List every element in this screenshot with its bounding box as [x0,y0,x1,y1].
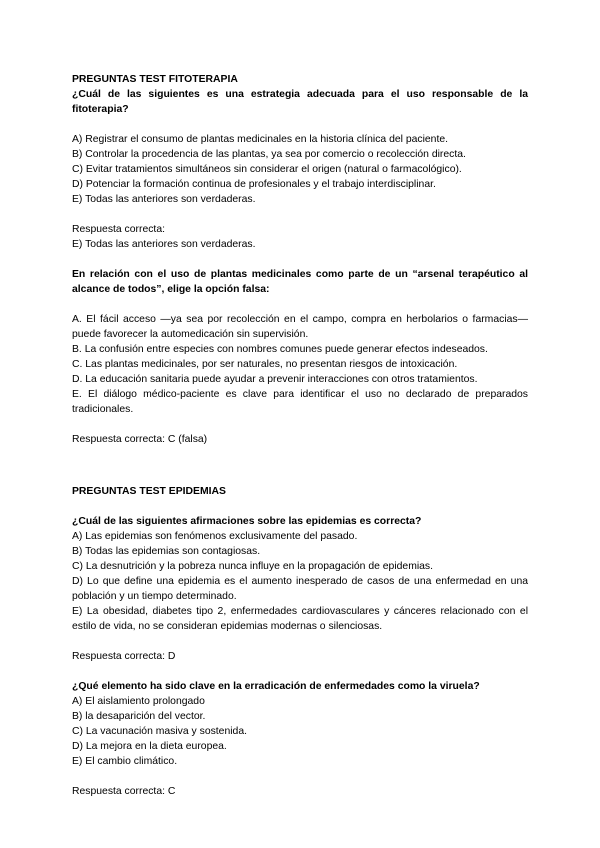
option-b: B) Controlar la procedencia de las plantas, ya sea por comercio o recolección directa. [72,149,466,160]
option-d: D) Potenciar la formación continua de profesionales y el trabajo interdisciplinar. [72,179,436,190]
option-a: A) Registrar el consumo de plantas medicinales en la historia clínica del paciente. [72,134,448,145]
question-epidemias-1: ¿Cuál de las siguientes afirmaciones sobre las epidemias es correcta? [72,516,422,527]
option-c: C) Evitar tratamientos simultáneos sin considerar el origen (natural o farmacológico). [72,164,462,175]
option-a: A. El fácil acceso —ya sea por recolección en el campo, compra en herbolarios o farmacias— puede favorecer la automedicación sin supervisión. [72,314,528,340]
option-b: B) la desaparición del vector. [72,711,206,722]
options-fitoterapia-1 [72,132,528,207]
question-epidemias-2: ¿Qué elemento ha sido clave en la erradicación de enfermedades como la viruela? [72,681,480,692]
answer-epidemias-2: Respuesta correcta: C [72,786,176,797]
question-fitoterapia-2: En relación con el uso de plantas medicinales como parte de un “arsenal terapéutico al alcance de todos”, elige la opción falsa: [72,269,528,295]
option-a: A) El aislamiento prolongado [72,696,205,707]
option-c: C) La desnutrición y la pobreza nunca influye en la propagación de epidemias. [72,561,434,572]
option-e: E. El diálogo médico-paciente es clave para identificar el uso no declarado de preparados tradicionales. [72,389,528,415]
option-b: B) Todas las epidemias son contagiosas. [72,546,261,557]
options-fitoterapia-2 [72,312,528,417]
option-d: D) Lo que define una epidemia es el aumento inesperado de casos de una enfermedad en una población y un tiempo determinado. [72,576,528,602]
answer-fitoterapia-2: Respuesta correcta: C (falsa) [72,434,208,445]
option-c: C. Las plantas medicinales, por ser naturales, no presentan riesgos de intoxicación. [72,359,458,370]
option-e: E) Todas las anteriores son verdaderas. [72,194,256,205]
option-e: E) La obesidad, diabetes tipo 2, enfermedades cardiovasculares y cánceres relacionado con el estilo de vida, no se consideran epidemias modernas o silenciosas. [72,606,528,632]
answer-fitoterapia-1: E) Todas las anteriores son verdaderas. [72,239,256,250]
section-title-fitoterapia: PREGUNTAS TEST FITOTERAPIA [72,74,238,85]
option-d: D) La mejora en la dieta europea. [72,741,227,752]
options-epidemias-2 [72,694,528,769]
option-b: B. La confusión entre especies con nombres comunes puede generar efectos indeseados. [72,344,488,355]
answer-label: Respuesta correcta: [72,224,165,235]
answer-epidemias-1: Respuesta correcta: D [72,651,176,662]
question-fitoterapia-1: ¿Cuál de las siguientes es una estrategia adecuada para el uso responsable de la fitoterapia? [72,89,528,115]
document-page [72,72,528,799]
options-epidemias-1 [72,529,528,634]
option-a: A) Las epidemias son fenómenos exclusivamente del pasado. [72,531,358,542]
option-e: E) El cambio climático. [72,756,178,767]
section-title-epidemias: PREGUNTAS TEST EPIDEMIAS [72,486,226,497]
option-c: C) La vacunación masiva y sostenida. [72,726,247,737]
option-d: D. La educación sanitaria puede ayudar a prevenir interacciones con otros tratamientos. [72,374,478,385]
